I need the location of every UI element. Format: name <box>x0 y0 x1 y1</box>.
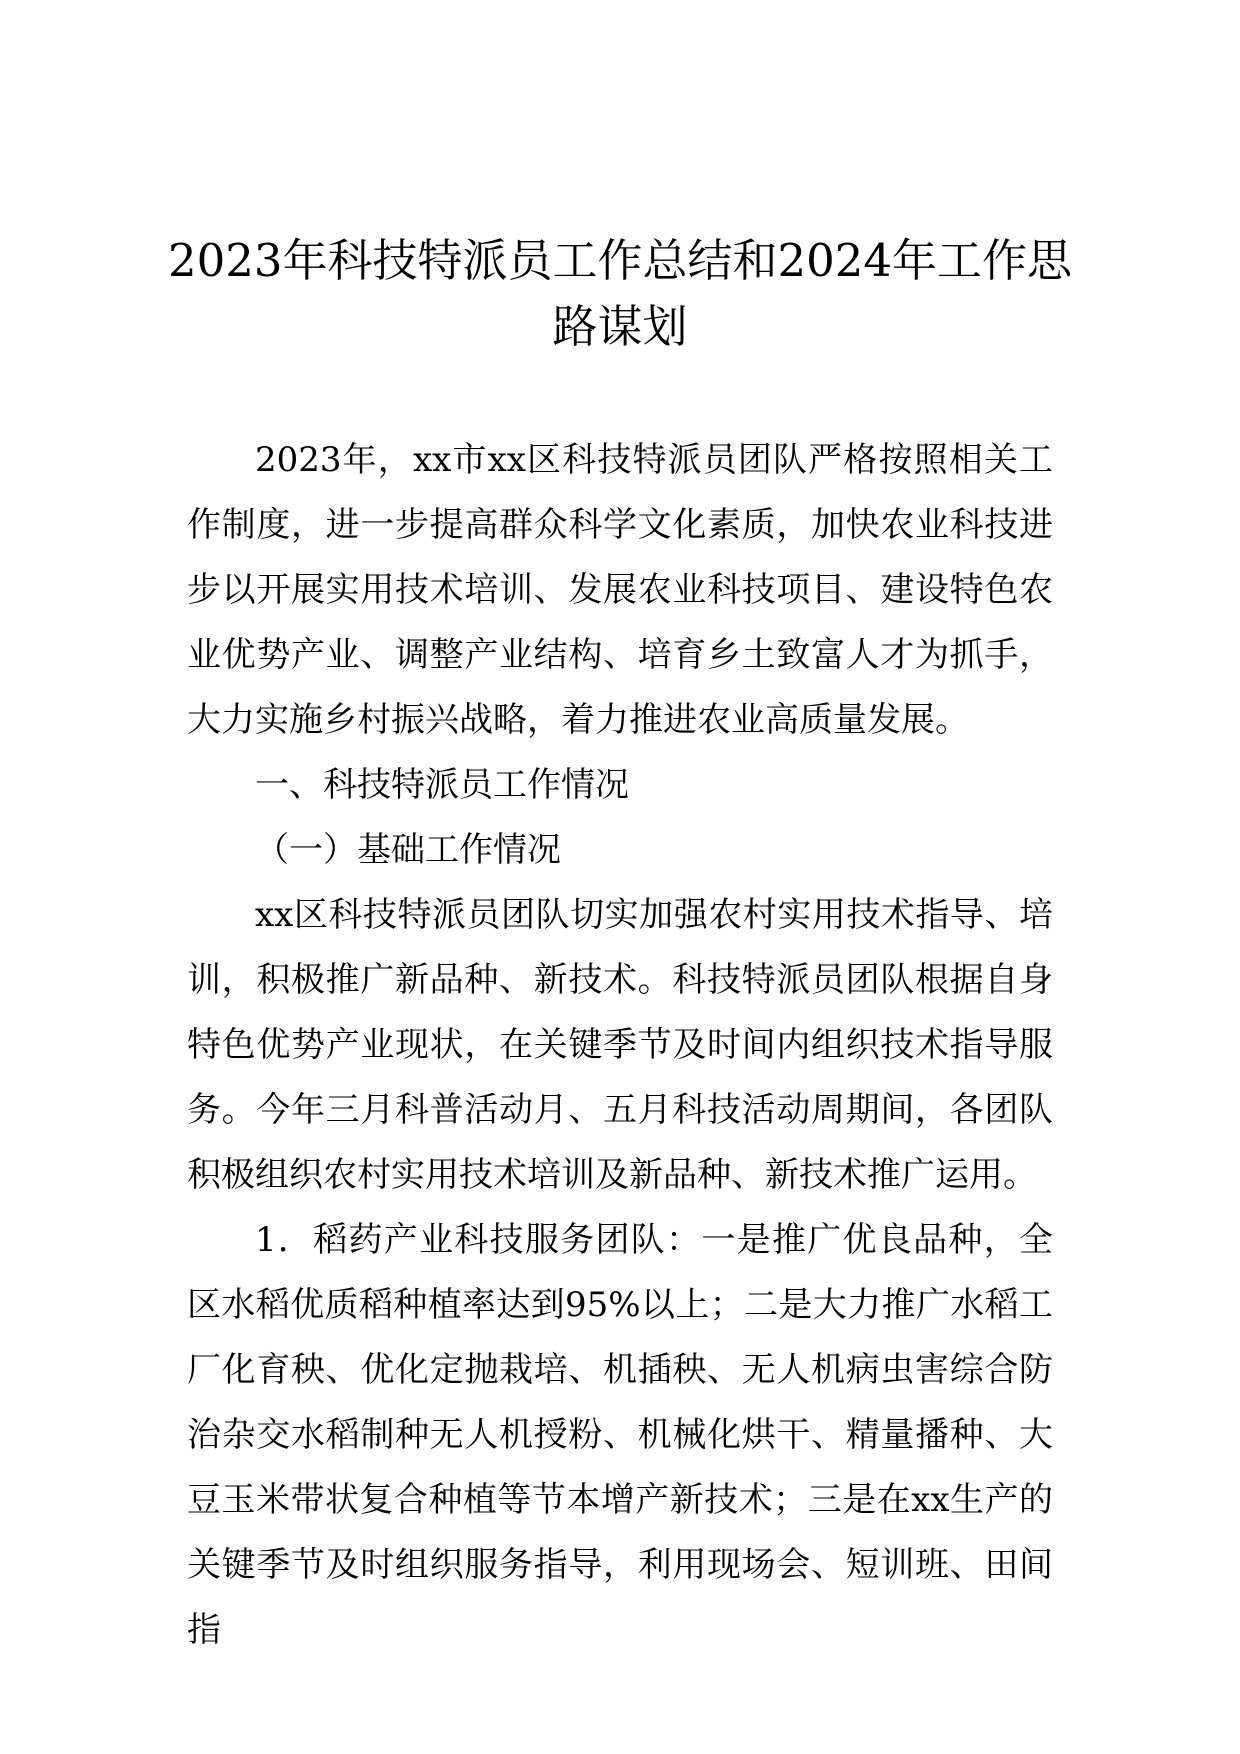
subsection-heading-1: （一）基础工作情况 <box>255 830 561 870</box>
intro-paragraph: 2023年，xx市xx区科技特派员团队严格按照相关工作制度，进一步提高群众科学文化素质，加快农业科技进步以开展实用技术培训、发展农业科技项目、建设特色农业优势产业、调整产业结构、培育乡土致富人才为抓手，大力实施乡村振兴战略，着力推进农业高质量发展。 <box>187 440 1053 740</box>
list-item-paragraph: 1．稻药产业科技服务团队：一是推广优良品种，全区水稻优质稻种植率达到95%以上；二是大力推广水稻工厂化育秧、优化定抛栽培、机插秧、无人机病虫害综合防治杂交水稻制种无人机授粉、机械化烘干、精量播种、大豆玉米带状复合种植等节本增产新技术；三是在xx生产的关键季节及时组织服务指导，利用现场会、短训班、田间指 <box>187 1220 1053 1650</box>
body-paragraph: xx区科技特派员团队切实加强农村实用技术指导、培训，积极推广新品种、新技术。科技特派员团队根据自身特色优势产业现状，在关键季节及时间内组织技术指导服务。今年三月科普活动月、五月科技活动周期间，各团队积极组织农村实用技术培训及新品种、新技术推广运用。 <box>187 895 1053 1195</box>
section-heading-1: 一、科技特派员工作情况 <box>255 765 629 805</box>
document-body <box>187 428 1053 1663</box>
document-title: 2023年科技特派员工作总结和2024年工作思路谋划 <box>167 234 1073 353</box>
